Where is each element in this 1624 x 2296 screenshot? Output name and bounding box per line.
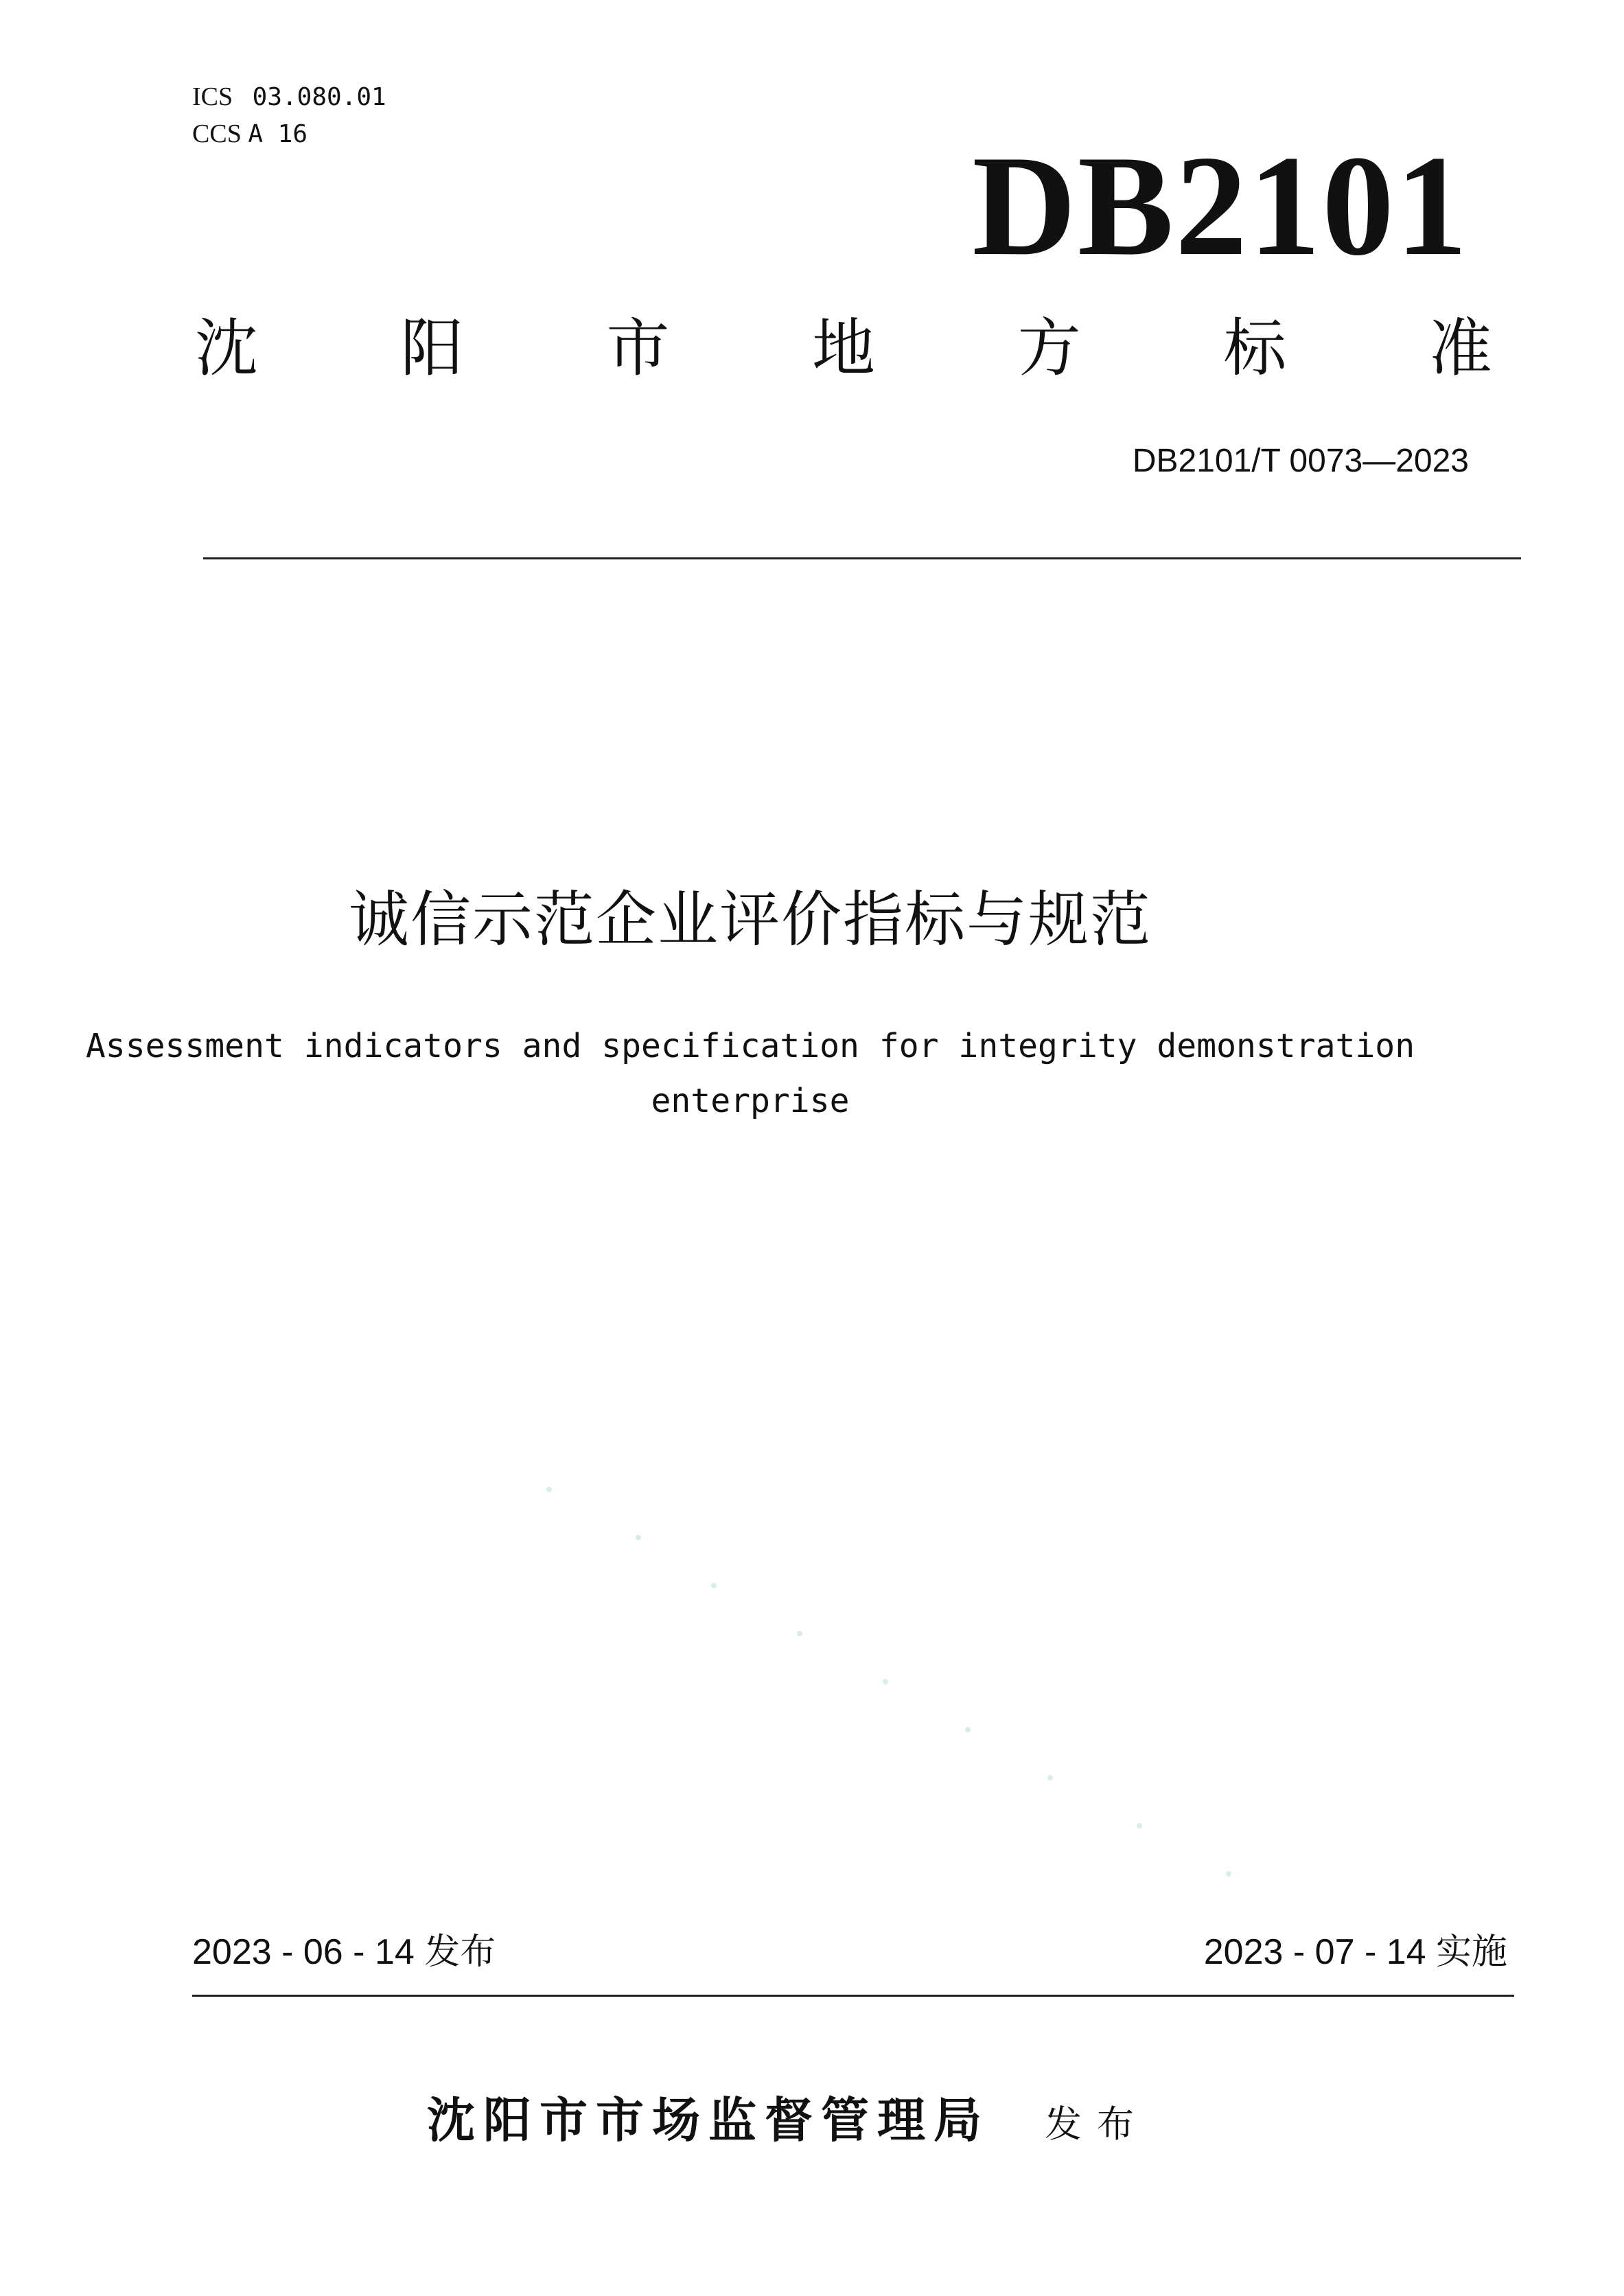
issuer-block (427, 2092, 1149, 2148)
publish-date: 2023 - 06 - 14 发布 (192, 1932, 496, 1972)
effective-date: 2023 - 07 - 14 实施 (1203, 1932, 1507, 1972)
document-title-en-line1: Assessment indicators and specification for integrity demonstration (85, 1027, 1415, 1065)
issuer-name: 沈阳市市场监督管理局 (427, 2092, 990, 2148)
issuer-suffix: 发布 (1045, 2102, 1149, 2146)
standard-type-char: 准 (1428, 312, 1492, 385)
standard-number: DB2101/T 0073—2023 (1132, 443, 1469, 479)
standard-type-char: 阳 (400, 312, 464, 385)
ccs-label: CCS (192, 119, 242, 148)
standard-type-char: 标 (1223, 312, 1287, 385)
ics-label: ICS (192, 82, 233, 111)
bottom-divider (192, 1995, 1514, 1997)
document-title-en-line2: enterprise (651, 1082, 850, 1120)
db-code-heading: DB2101 (972, 126, 1469, 286)
ics-code: 03.080.01 (252, 83, 386, 111)
document-title-cn: 诚信示范企业评价指标与规范 (348, 884, 1152, 955)
standard-type-char: 方 (1017, 312, 1081, 385)
standard-type-char: 市 (606, 312, 670, 385)
standard-type-char: 沈 (195, 312, 259, 385)
ccs-code: A 16 (248, 120, 308, 148)
standard-type-char: 地 (811, 312, 875, 385)
